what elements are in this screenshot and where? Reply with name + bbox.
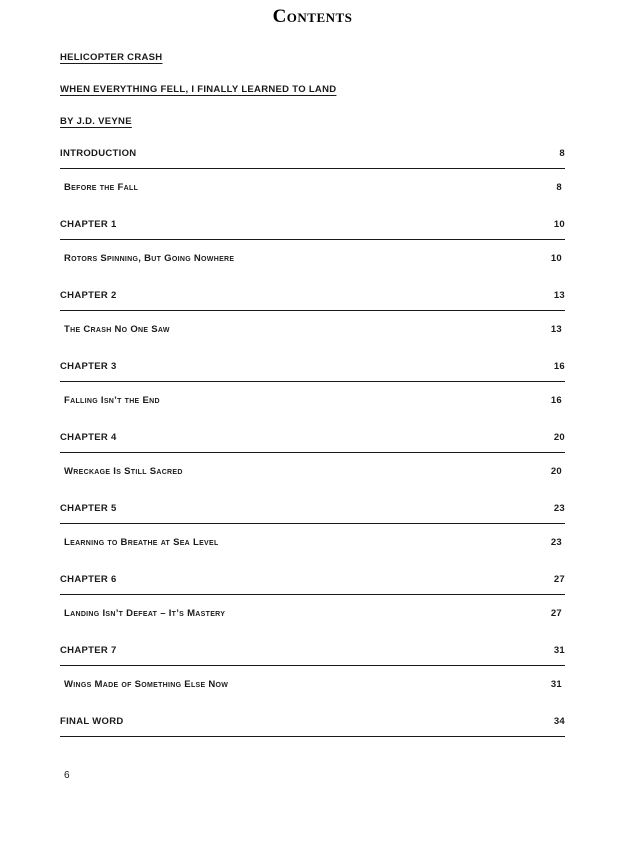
toc-entry-label: CHAPTER 6 [60,574,117,585]
toc-entry-label: CHAPTER 2 [60,290,117,301]
front-matter-block [60,52,565,127]
toc-entry-label: CHAPTER 3 [60,361,117,372]
toc-entry-page-number: 23 [550,537,562,548]
toc-entry[interactable] [64,679,565,697]
toc-entry-page-number: 34 [553,716,565,727]
toc-entry-label: CHAPTER 5 [60,503,117,514]
toc-entry[interactable] [60,432,565,453]
toc-entry-page-number: 13 [550,324,562,335]
toc-entry[interactable] [64,537,565,555]
page-folio-number: 6 [64,770,70,781]
toc-entry[interactable] [60,148,565,169]
toc-entry-label: Falling Isn’t the End [64,395,160,406]
toc-entry[interactable] [60,219,565,240]
toc-entry-page-number: 20 [550,466,562,477]
toc-entry-label: INTRODUCTION [60,148,137,159]
toc-entry-label: CHAPTER 4 [60,432,117,443]
toc-entry[interactable] [60,503,565,524]
toc-entry-page-number: 23 [553,503,565,514]
toc-entry-page-number: 10 [550,253,562,264]
toc-entry[interactable] [60,361,565,382]
toc-entry[interactable] [60,574,565,595]
toc-entry[interactable] [64,466,565,484]
toc-entry-label: The Crash No One Saw [64,324,170,335]
toc-entry-page-number: 27 [553,574,565,585]
page-title: Contents [272,6,353,27]
toc-entry[interactable] [60,716,565,737]
toc-entry[interactable] [64,182,565,200]
toc-entry-label: Landing Isn’t Defeat – It’s Mastery [64,608,226,619]
toc-entry-page-number: 8 [559,148,565,159]
front-matter-entry: HELICOPTER CRASH [60,52,163,63]
toc-entry[interactable] [60,645,565,666]
toc-entry-page-number: 16 [553,361,565,372]
toc-entry-page-number: 27 [550,608,562,619]
toc-entry-label: Learning to Breathe at Sea Level [64,537,219,548]
toc-entry-page-number: 31 [550,679,562,690]
toc-entry-page-number: 10 [553,219,565,230]
toc-entry[interactable] [64,608,565,626]
toc-entry-label: CHAPTER 7 [60,645,117,656]
toc-entry-label: Rotors Spinning, But Going Nowhere [64,253,235,264]
toc-entry-page-number: 16 [550,395,562,406]
toc-entry-page-number: 20 [553,432,565,443]
front-matter-entry: WHEN EVERYTHING FELL, I FINALLY LEARNED TO LAND [60,84,337,95]
toc-entry-page-number: 8 [556,182,562,193]
toc-entry-label: Before the Fall [64,182,139,193]
toc-entry[interactable] [64,324,565,342]
toc-entry-page-number: 31 [553,645,565,656]
toc-entry-label: CHAPTER 1 [60,219,117,230]
toc-entry[interactable] [64,395,565,413]
toc-entry-label: Wreckage Is Still Sacred [64,466,183,477]
front-matter-entry: BY J.D. VEYNE [60,116,132,127]
toc-entry[interactable] [64,253,565,271]
toc-entry-page-number: 13 [553,290,565,301]
toc-entry[interactable] [60,290,565,311]
toc-entry-label: Wings Made of Something Else Now [64,679,229,690]
toc-entry-label: FINAL WORD [60,716,124,727]
table-of-contents [60,148,565,737]
